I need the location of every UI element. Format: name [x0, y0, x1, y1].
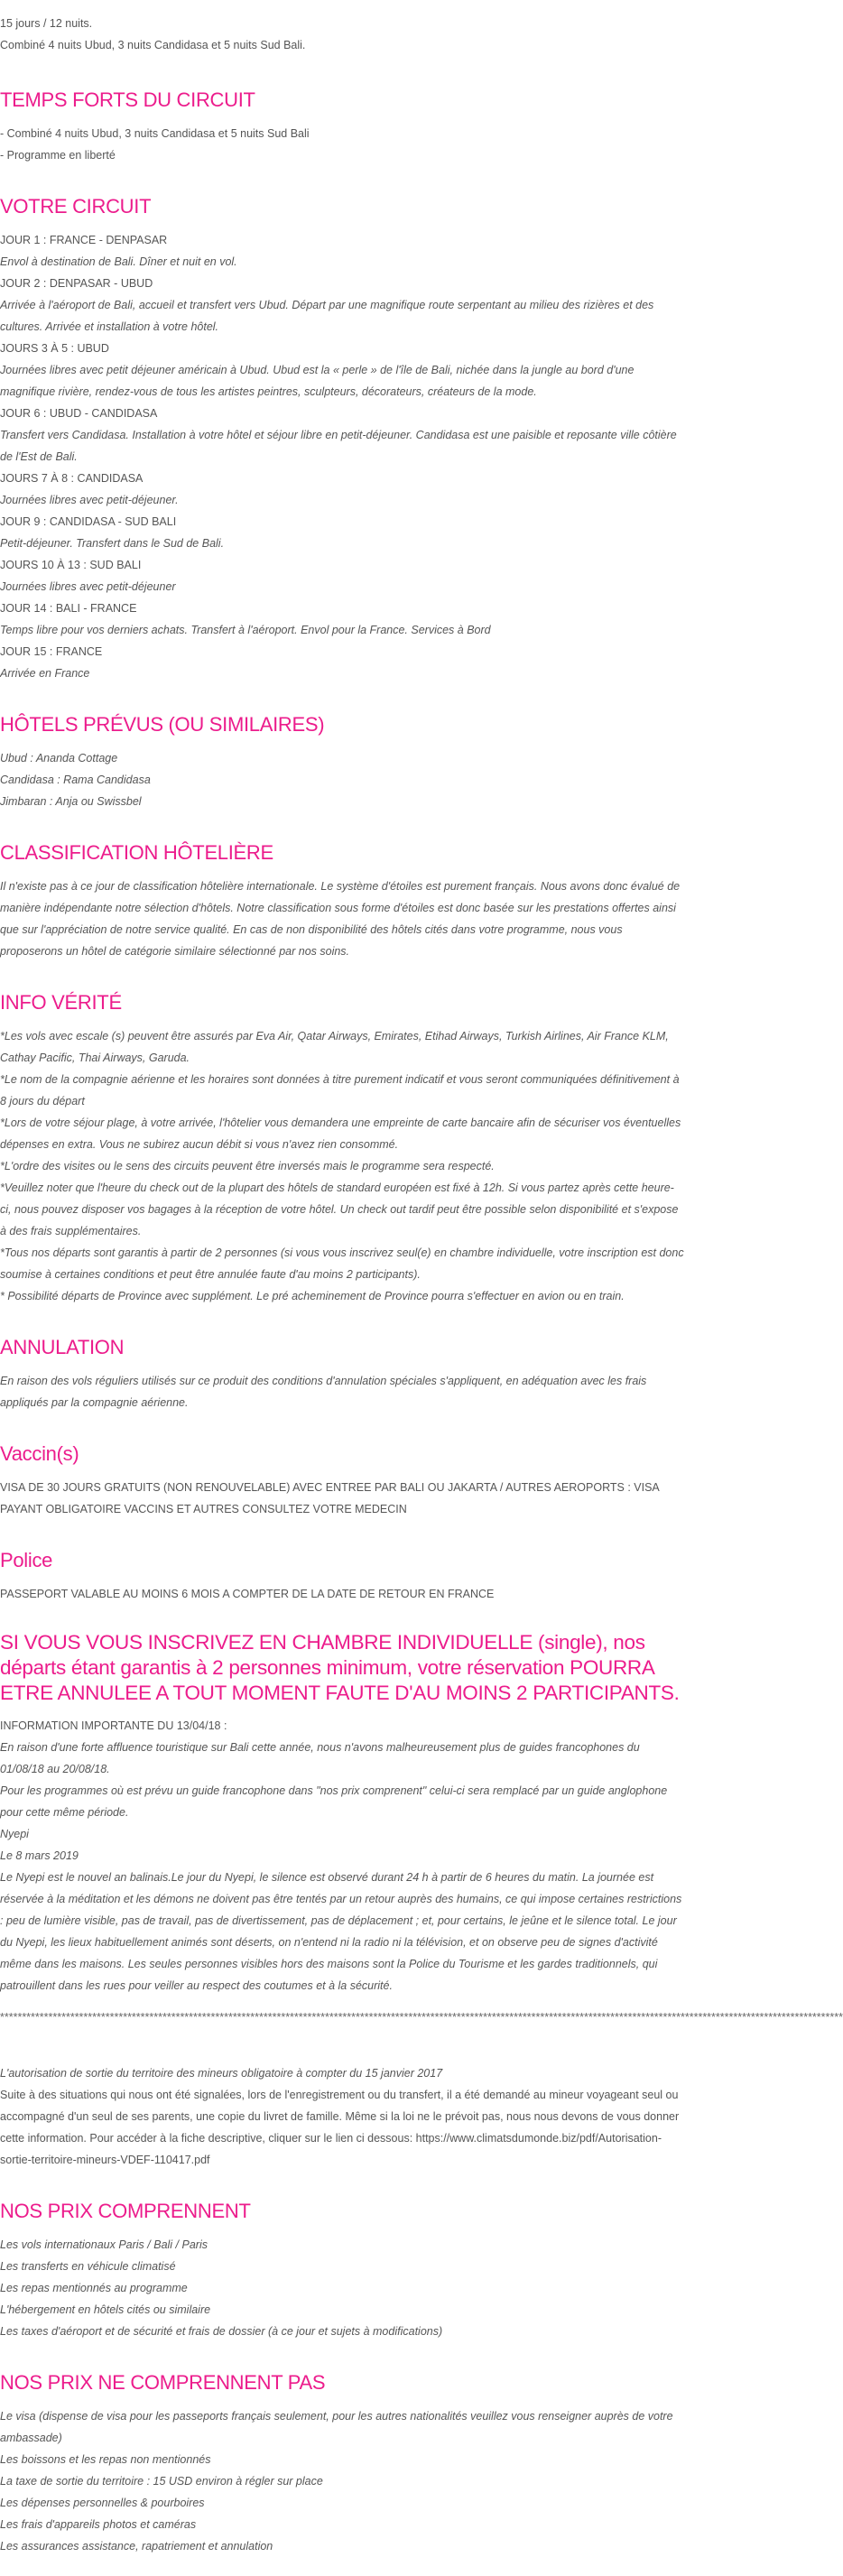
- hotel-item: Jimbaran : Anja ou Swissbel: [0, 795, 142, 808]
- section-title-vaccins: Vaccin(s): [0, 1442, 79, 1465]
- section-title-comprennent: NOS PRIX COMPRENNENT: [0, 2200, 251, 2222]
- info-item: *Les vols avec escale (s) peuvent être assurés par Eva Air, Qatar Airways, Emirates, Etihad Airways, Turkish Airlines, Air France KLM, Cathay Pacific, Thai Airways, Garuda.: [0, 1030, 669, 1064]
- circuit-days: [0, 229, 684, 684]
- section-title-hotels: HÔTELS PRÉVUS (OU SIMILAIRES): [0, 713, 325, 736]
- section-title-circuit: VOTRE CIRCUIT: [0, 195, 152, 218]
- section-title-individuelle: SI VOUS VOUS INSCRIVEZ EN CHAMBRE INDIVIDUELLE (single), nos départs étant garantis à 2 personnes minimum, votre réservation POURRA ETRE ANNULEE A TOUT MOMENT FAUTE D'AU MOINS 2 PARTICIPANTS.: [0, 1631, 680, 1704]
- hotel-item: Ubud : Ananda Cottage: [0, 752, 118, 764]
- intro-combo: Combiné 4 nuits Ubud, 3 nuits Candidasa et 5 nuits Sud Bali.: [0, 39, 306, 51]
- info-importante-text-2: Pour les programmes où est prévu un guide francophone dans "nos prix comprenent" celui-ci sera remplacé par un guide anglophone pour cette même période.: [0, 1784, 668, 1819]
- nyepi-text: Le Nyepi est le nouvel an balinais.Le jour du Nyepi, le silence est observé durant 24 h à partir de 6 heures du matin. La journée est réservée à la méditation et les démons ne doivent pas être tentés par un retour auprès des humains, ce qui impose certaines restrictions : peu de lumière visible, pas de travail, pas de divertissement, pas de déplacement ; et, pour certains, le jeûne et le silence total. Le jour du Nyepi, les lieux habituellement animés sont déserts, on n'entend ni la radio ni la télévision, et on observe peu de signes d'activité même dans les maisons. Les seules personnes visibles hors des maisons sont la Police du Tourisme et les gardes traditionnels, qui patrouillent dans les rues pour veiller au respect des coutumes et à la sécurité.: [0, 1871, 682, 1992]
- comprennent-item: Les transferts en véhicule climatisé: [0, 2260, 176, 2273]
- temps-forts-item: - Programme en liberté: [0, 149, 116, 162]
- spacer: [0, 2037, 684, 2062]
- ne-comprennent-item: Les frais d'appareils photos et caméras: [0, 2518, 197, 2531]
- day-label: JOURS 10 À 13 : SUD BALI: [0, 559, 142, 571]
- nyepi-date: Le 8 mars 2019: [0, 1849, 79, 1862]
- section-title-info: INFO VÉRITÉ: [0, 991, 122, 1014]
- day-label: JOURS 3 À 5 : UBUD: [0, 342, 109, 355]
- day-label: JOURS 7 À 8 : CANDIDASA: [0, 472, 144, 485]
- ne-comprennent-item: Les assurances assistance, rapatriement et annulation: [0, 2540, 273, 2553]
- info-item: *Lors de votre séjour plage, à votre arrivée, l'hôtelier vous demandera une empreinte de carte bancaire afin de sécuriser vos éventuelles dépenses en extra. Vous ne subirez aucun débit si vous n'avez rien consommé.: [0, 1117, 681, 1151]
- comprennent-item: Les taxes d'aéroport et de sécurité et frais de dossier (à ce jour et sujets à modifications): [0, 2325, 443, 2338]
- day-label: JOUR 14 : BALI - FRANCE: [0, 602, 137, 615]
- comprennent-item: L'hébergement en hôtels cités ou similaire: [0, 2303, 211, 2316]
- info-item: *Le nom de la compagnie aérienne et les horaires sont données à titre purement indicatif et vous seront communiquées définitivement à 8 jours du départ: [0, 1073, 680, 1107]
- info-item: * Possibilité départs de Province avec supplément. Le pré acheminement de Province pourra s'effectuer en avion ou en train.: [0, 1290, 625, 1302]
- day-text: Petit-déjeuner. Transfert dans le Sud de Bali.: [0, 537, 225, 550]
- day-label: JOUR 6 : UBUD - CANDIDASA: [0, 407, 158, 420]
- stars-separator: ************************************************************************************************************************************************************************************************: [0, 2010, 843, 2024]
- day-text: Envol à destination de Bali. Dîner et nuit en vol.: [0, 255, 237, 268]
- police-text: PASSEPORT VALABLE AU MOINS 6 MOIS A COMPTER DE LA DATE DE RETOUR EN FRANCE: [0, 1588, 495, 1600]
- day-label: JOUR 15 : FRANCE: [0, 645, 103, 658]
- mineurs-text: Suite à des situations qui nous ont été signalées, lors de l'enregistrement ou du transfert, il a été demandé au mineur voyageant seul ou accompagné d'un seul de ses parents, une copie du livret de famille. Même si la loi ne le prévoit pas, nous nous devons de vous donner cette information. Pour accéder à la fiche descriptive, cliquer sur le lien ci dessous: https://www.climatsdumonde.biz/pdf/Autorisation-sortie-territoire-mineurs-VDEF-110417.pdf: [0, 2089, 680, 2166]
- vaccins-text: VISA DE 30 JOURS GRATUITS (NON RENOUVELABLE) AVEC ENTREE PAR BALI OU JAKARTA / AUTRES AEROPORTS : VISA PAYANT OBLIGATOIRE VACCINS ET AUTRES CONSULTEZ VOTRE MEDECIN: [0, 1481, 660, 1515]
- ne-comprennent-item: Le visa (dispense de visa pour les passeports français seulement, pour les autres nationalités veuillez vous renseigner auprès de votre ambassade): [0, 2410, 673, 2444]
- info-item: *L'ordre des visites ou le sens des circuits peuvent être inversés mais le programme sera respecté.: [0, 1160, 495, 1172]
- comprennent-item: Les repas mentionnés au programme: [0, 2282, 188, 2294]
- classification-text: Il n'existe pas à ce jour de classification hôtelière internationale. Le système d'étoiles est purement français. Nous avons donc évalué de manière indépendante notre sélection d'hôtels. Notre classification sous forme d'étoiles est donc basée sur les prestations offertes ainsi que sur l'appréciation de notre service qualité. En cas de non disponibilité des hôtels cités dans votre programme, nous vous proposerons un hôtel de catégorie similaire sélectionné par nos soins.: [0, 880, 681, 958]
- day-label: JOUR 9 : CANDIDASA - SUD BALI: [0, 515, 177, 528]
- ne-comprennent-item: Les dépenses personnelles & pourboires: [0, 2497, 205, 2509]
- hotel-item: Candidasa : Rama Candidasa: [0, 774, 151, 786]
- info-importante-head: INFORMATION IMPORTANTE DU 13/04/18 :: [0, 1719, 227, 1732]
- day-label: JOUR 1 : FRANCE - DENPASAR: [0, 234, 168, 246]
- intro-duration: 15 jours / 12 nuits.: [0, 17, 93, 30]
- day-label: JOUR 2 : DENPASAR - UBUD: [0, 277, 153, 290]
- info-importante-text: En raison d'une forte affluence touristique sur Bali cette année, nous n'avons malheureusement plus de guides francophones du 01/08/18 au 20/08/18.: [0, 1741, 640, 1775]
- day-text: Journées libres avec petit-déjeuner: [0, 580, 176, 593]
- day-text: Temps libre pour vos derniers achats. Transfert à l'aéroport. Envol pour la France. Services à Bord: [0, 624, 491, 636]
- day-text: Arrivée en France: [0, 667, 90, 680]
- annulation-text: En raison des vols réguliers utilisés sur ce produit des conditions d'annulation spéciales s'appliquent, en adéquation avec les frais appliqués par la compagnie aérienne.: [0, 1375, 647, 1409]
- section-title-classification: CLASSIFICATION HÔTELIÈRE: [0, 841, 273, 864]
- info-item: *Tous nos départs sont garantis à partir de 2 personnes (si vous vous inscrivez seul(e) en chambre individuelle, votre inscription est donc soumise à certaines conditions et peut être annulée faute d'au moins 2 participants).: [0, 1246, 684, 1281]
- day-text: Journées libres avec petit déjeuner américain à Ubud. Ubud est la « perle » de l'île de Bali, nichée dans la jungle au bord d'une magnifique rivière, rendez-vous de tous les artistes peintres, sculpteurs, décorateurs, créateurs de la mode.: [0, 364, 635, 398]
- temps-forts-item: - Combiné 4 nuits Ubud, 3 nuits Candidasa et 5 nuits Sud Bali: [0, 127, 310, 140]
- nyepi-label: Nyepi: [0, 1828, 29, 1840]
- info-list: [0, 1025, 684, 1307]
- section-title-police: Police: [0, 1549, 53, 1571]
- section-title-annulation: ANNULATION: [0, 1336, 125, 1358]
- ne-comprennent-item: La taxe de sortie du territoire : 15 USD environ à régler sur place: [0, 2475, 323, 2488]
- day-text: Transfert vers Candidasa. Installation à votre hôtel et séjour libre en petit-déjeuner. Candidasa est une paisible et reposante ville côtière de l'Est de Bali.: [0, 429, 677, 463]
- ne-comprennent-item: Les boissons et les repas non mentionnés: [0, 2453, 211, 2466]
- mineurs-title: L'autorisation de sortie du territoire des mineurs obligatoire à compter du 15 janvier 2017: [0, 2067, 443, 2080]
- day-text: Arrivée à l'aéroport de Bali, accueil et transfert vers Ubud. Départ par une magnifique route serpentant au milieu des rizières et des cultures. Arrivée et installation à votre hôtel.: [0, 299, 654, 333]
- info-item: *Veuillez noter que l'heure du check out de la plupart des hôtels de standard européen est fixé à 12h. Si vous partez après cette heure-ci, nous pouvez disposer vos bagages à la réception de votre hôtel. Un check out tardif peut être possible selon disponibilité et s'expose à des frais supplémentaires.: [0, 1181, 679, 1237]
- section-title-ne-comprennent: NOS PRIX NE COMPRENNENT PAS: [0, 2371, 326, 2394]
- section-title-temps-forts: TEMPS FORTS DU CIRCUIT: [0, 88, 255, 111]
- day-text: Journées libres avec petit-déjeuner.: [0, 494, 179, 506]
- comprennent-item: Les vols internationaux Paris / Bali / Paris: [0, 2238, 208, 2251]
